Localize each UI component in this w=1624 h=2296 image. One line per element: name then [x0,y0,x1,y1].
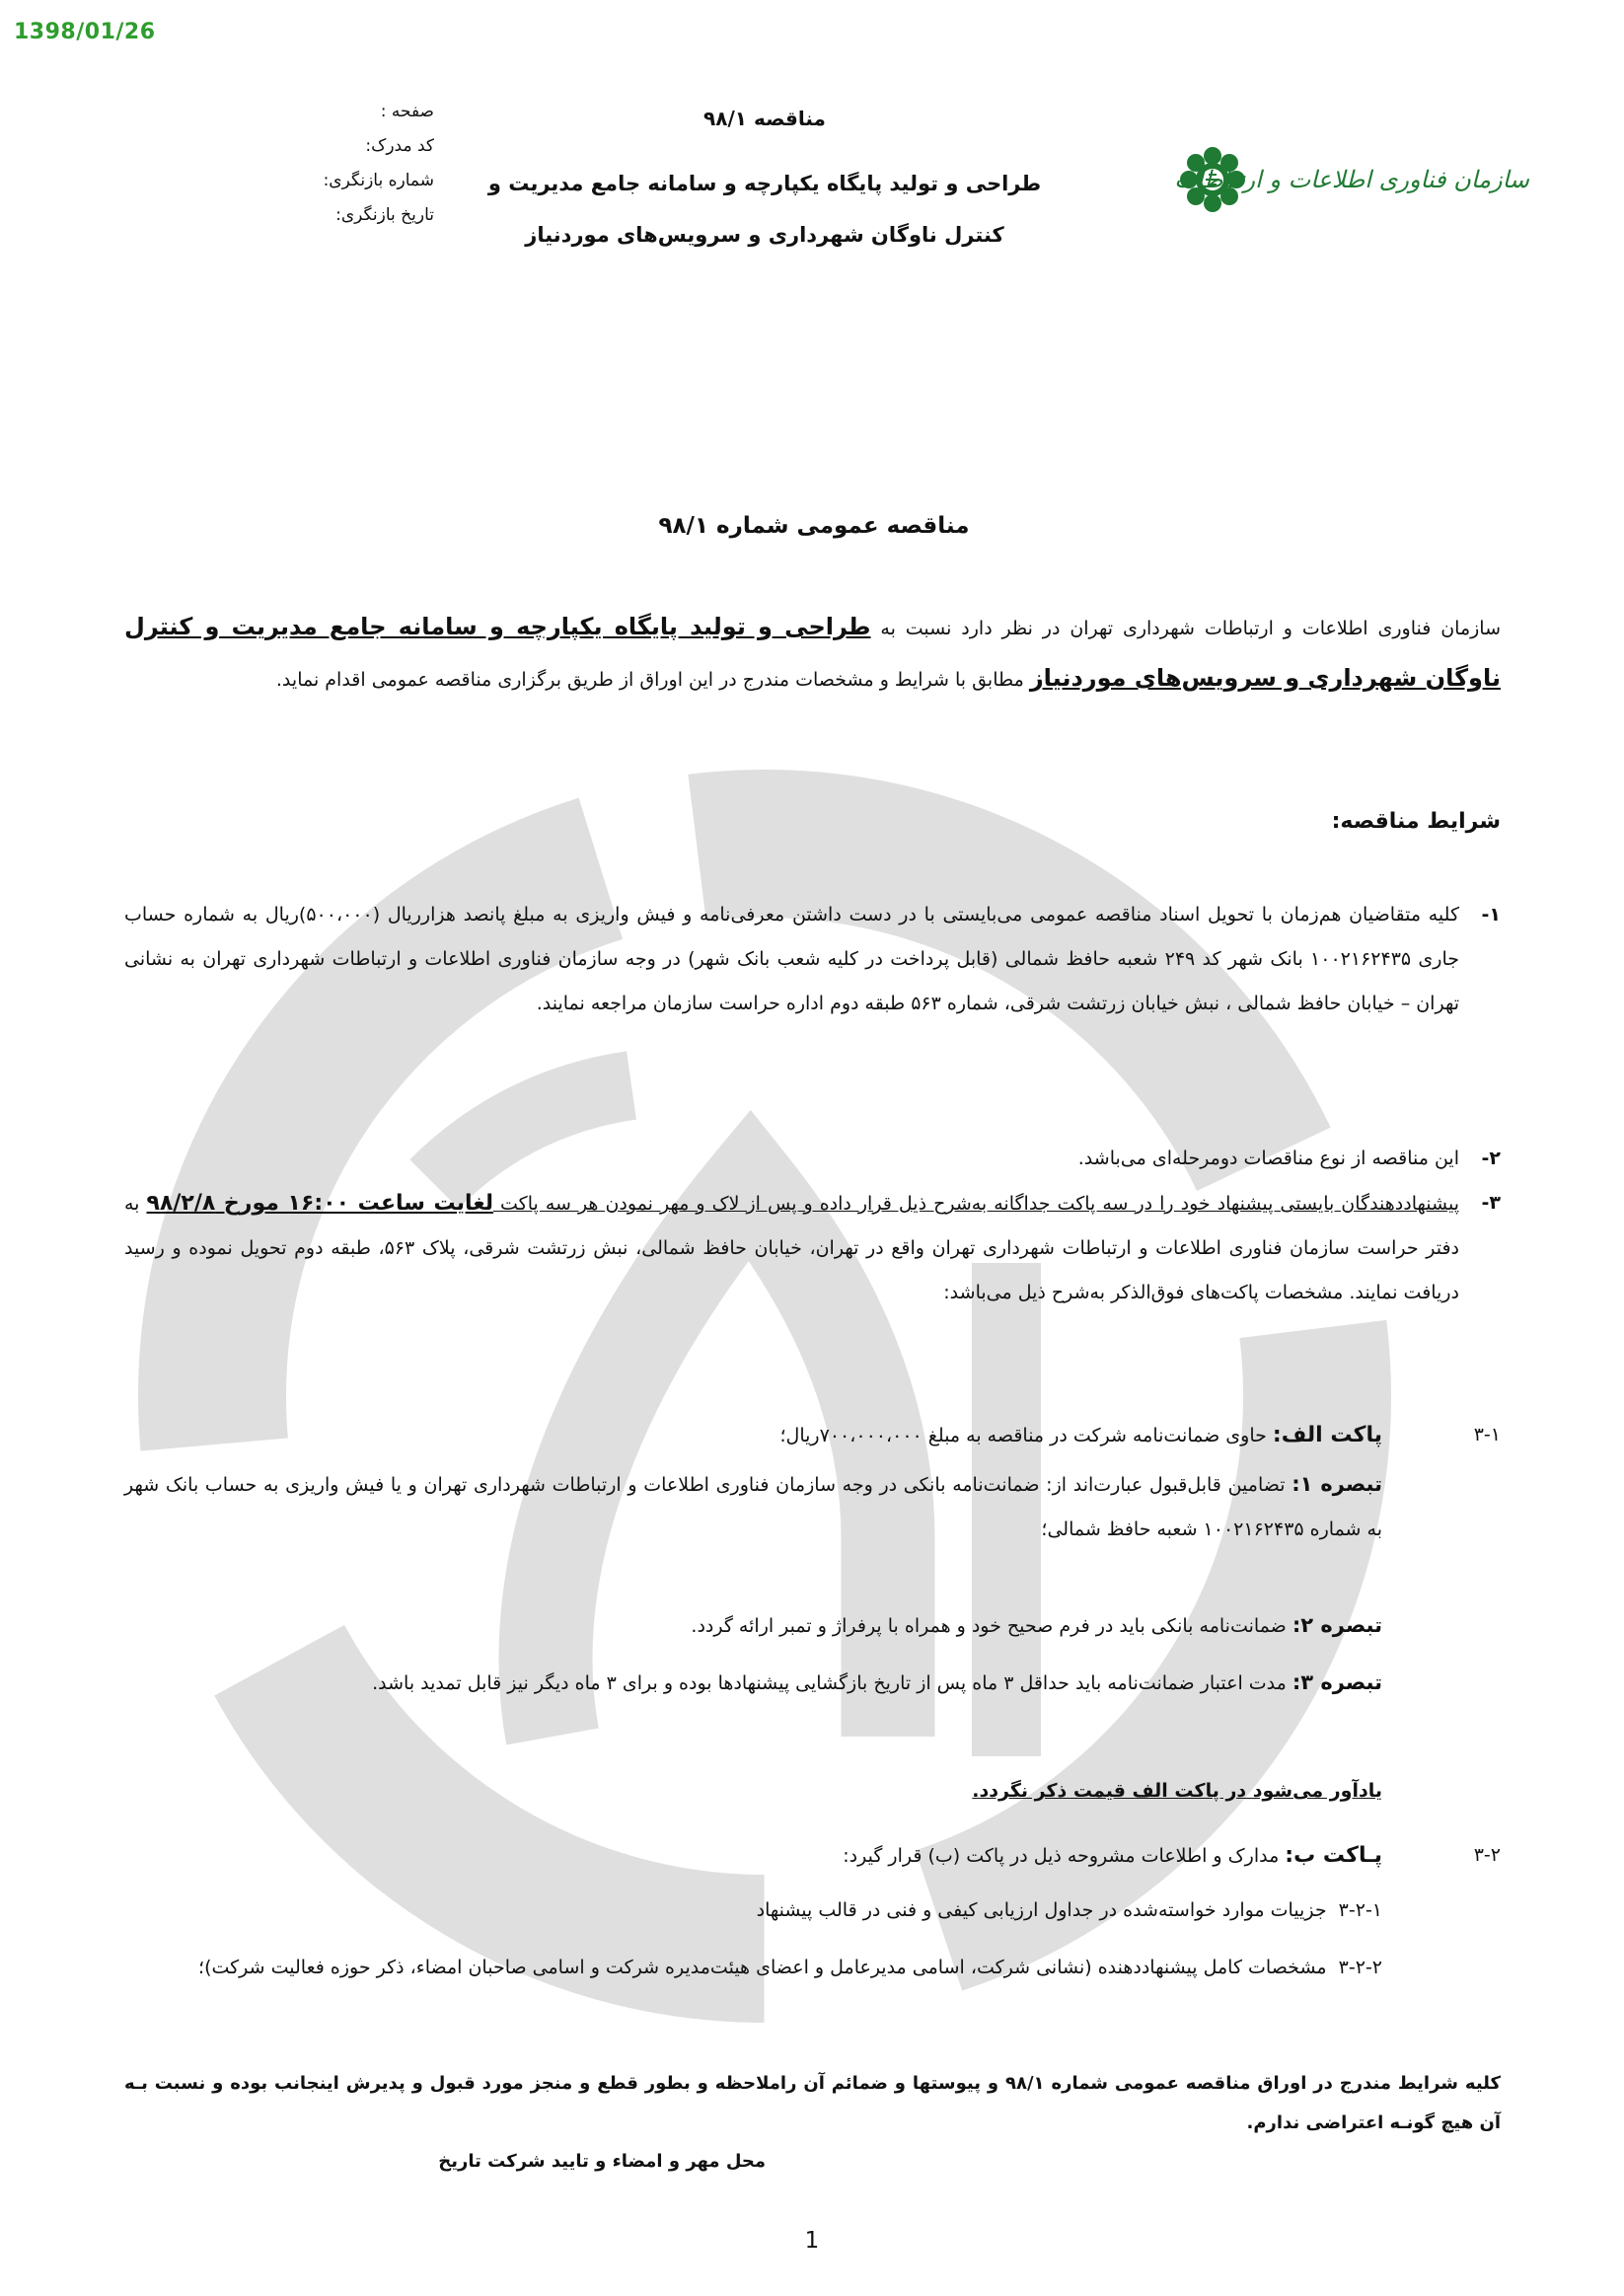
organization-logo [1174,146,1529,213]
packet-b-sub-2 [124,1946,1382,1990]
sub-2-text: مشخصات کامل پیشنهاددهنده (نشانی شرکت، اسامی مدیرعامل و اعضای هیئت‌مدیره شرکت و اسامی صاحبان امضاء، ذکر حوزه فعالیت شرکت)؛ [198,1957,1327,1978]
document-code-label: کد مدرک: [365,136,434,156]
submission-deadline: لغایت ساعت ۱۶:۰۰ مورخ ۹۸/۲/۸ [146,1191,493,1216]
header-title-block [444,99,1085,260]
page-field-label: صفحه : [380,102,434,121]
condition-number: ۱- [1481,904,1501,926]
note-2-label: تبصره ۲: [1292,1613,1382,1637]
condition-text: این مناقصه از نوع مناقصات دومرحله‌ای می‌باشد. [1077,1148,1459,1169]
packet-a-label: پاکت الف: [1272,1423,1382,1447]
condition-text [124,1181,1459,1315]
header-title-line-2: کنترل ناوگان شهرداری و سرویس‌های موردنیاز [525,223,1004,247]
conditions-heading: شرایط مناقصه: [1331,809,1501,834]
packet-a-note-3 [124,1661,1382,1706]
note-3-label: تبصره ۳: [1292,1670,1382,1694]
page-title: مناقصه عمومی شماره ۹۸/۱ [658,513,970,539]
page-number: 1 [804,2228,820,2254]
packet-a-note-1 [124,1462,1382,1552]
packet-a-text: حاوی ضمانت‌نامه شرکت در مناقصه به مبلغ ۷۰۰،۰۰۰،۰۰۰ریال؛ [779,1425,1273,1446]
note-1-text: تضامین قابل‌قبول عبارت‌اند از: ضمانت‌نامه بانکی در وجه سازمان فناوری اطلاعات و ارتباطات شهرداری تهران و یا فیش واریزی به حساب بانک شهر به شماره ۱۰۰۲۱۶۲۴۳۵ شعبه حافظ شمالی؛ [124,1474,1382,1540]
sub-1-text: جزییات موارد خواسته‌شده در جداول ارزیابی کیفی و فنی در قالب پیشنهاد [756,1899,1327,1921]
packet-b-label: پـاکت ب: [1285,1843,1382,1868]
condition-text: کلیه متقاضیان هم‌زمان با تحویل اسناد مناقصه عمومی می‌بایستی با در دست داشتن معرفی‌نامه و فیش واریزی به مبلغ پانصد هزارریال (۵۰۰،۰۰۰)ریال به شماره حساب جاری ۱۰۰۲۱۶۲۴۳۵ بانک شهر کد ۲۴۹ شعبه حافظ شمالی (قابل پرداخت در کلیه شعب بانک شهر) در وجه سازمان فناوری اطلاعات و ارتباطات شهرداری تهران به نشانی تهران – خیابان حافظ شمالی ، نبش خیابان زرتشت شرقی، شماره ۵۶۳ طبقه دوم اداره حراست سازمان مراجعه نمایند. [124,904,1460,1014]
condition-3-part-2: به دفتر حراست سازمان فناوری اطلاعات و ارتباطات شهرداری تهران واقع در تهران، خیابان حافظ شمالی، نبش زرتشت شرقی، پلاک ۵۶۳، طبقه دوم تحویل نموده و رسید دریافت نمایند. مشخصات پاکت‌های فوق‌الذکر به‌شرح ذیل می‌باشد: [124,1193,1460,1303]
intro-text-after: مطابق با شرایط و مشخصات مندرج در این اوراق از طریق برگزاری مناقصه عمومی اقدام نماید. [275,669,1030,691]
packet-b-sub-1 [124,1889,1382,1933]
condition-3-part-1: پیشنهاددهندگان بایستی پیشنهاد خود را در سه پاکت جداگانه به‌شرح ذیل قرار داده و پس از لاک و مهر نمودن هر سه پاکت [493,1193,1459,1215]
revision-number-label: شماره بازنگری: [323,171,434,190]
condition-item-3 [124,1181,1501,1315]
packet-b-line [396,1833,1382,1879]
packet-a-number: ۳-۱ [1473,1424,1501,1445]
packet-a-note-2 [124,1603,1382,1649]
note-2-text: ضمانت‌نامه بانکی باید در فرم صحیح خود و همراه با پرفراژ و تمبر ارائه گردد. [691,1615,1292,1637]
condition-item-2 [124,1137,1501,1181]
document-fields [276,95,434,233]
condition-number: ۲- [1481,1148,1501,1169]
sub-1-number: ۳-۲-۱ [1338,1899,1382,1921]
signature-line: محل مهر و امضاء و تایید شرکت تاریخ [438,2151,766,2172]
note-3-text: مدت اعتبار ضمانت‌نامه باید حداقل ۳ ماه پس از تاریخ بازگشایی پیشنهادها بوده و برای ۳ ماه دیگر نیز قابل تمدید باشد. [372,1672,1292,1694]
condition-item-1 [124,893,1501,1026]
intro-paragraph [124,602,1501,704]
intro-highlight: طراحی و تولید پایگاه یکپارچه و سامانه جامع مدیریت و کنترل ناوگان شهرداری و سرویس‌های موردنیاز [124,613,1501,692]
revision-date-label: تاریخ بازنگری: [335,205,434,225]
organization-logo-text: سازمان فناوری اطلاعات و ارتباطات [1174,166,1529,193]
header-title-line-1: طراحی و تولید پایگاه یکپارچه و سامانه جامع مدیریت و [487,172,1042,195]
date-stamp: 1398/01/26 [14,20,156,44]
tender-code: مناقصه ۹۸/۱ [703,107,826,130]
acceptance-declaration: کلیه شرایط مندرج در اوراق مناقصه عمومی شماره ۹۸/۱ و پیوستها و ضمائم آن راملاحظه و بطور قطع و منجز مورد قبول و پدیرش اینجانب بوده و نسبت بـه آن هیچ گونـه اعتراضی ندارم. [124,2073,1501,2133]
packet-a-reminder: یادآور می‌شود در پاکت الف قیمت ذکر نگردد. [972,1780,1382,1802]
condition-number: ۳- [1481,1192,1501,1214]
packet-b-text: مدارک و اطلاعات مشروحه ذیل در پاکت (ب) قرار گیرد: [843,1845,1286,1867]
sub-2-number: ۳-۲-۲ [1338,1957,1382,1978]
packet-a-line [396,1413,1382,1458]
packet-b-number: ۳-۲ [1473,1844,1501,1866]
intro-text-before: سازمان فناوری اطلاعات و ارتباطات شهرداری تهران در نظر دارد نسبت به [870,618,1502,639]
note-1-label: تبصره ۱: [1292,1472,1382,1496]
